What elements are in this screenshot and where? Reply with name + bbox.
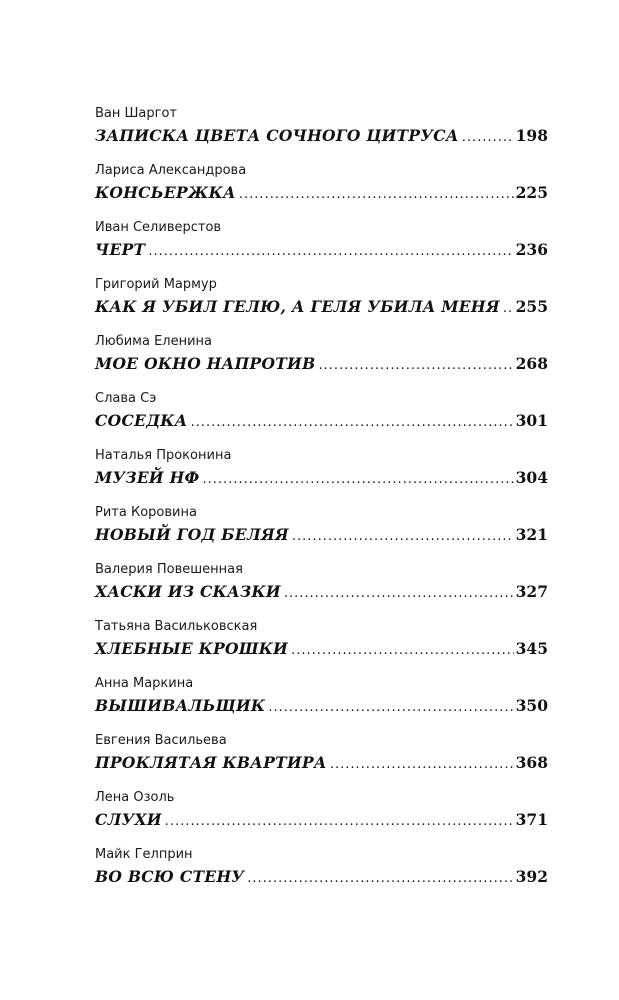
entry-title: СОСЕДКА [95,411,188,430]
entry-title: ВЫШИВАЛЬЩИК [95,696,266,715]
entry-line [95,408,548,434]
dot-leader [148,239,513,265]
entry-page-number: 350 [515,696,548,715]
toc-entry [95,161,548,218]
entry-page-number: 255 [515,297,548,316]
dot-leader [203,467,514,493]
toc-entry [95,446,548,503]
entry-line [95,237,548,263]
dot-leader [284,581,514,607]
toc-entry [95,503,548,560]
entry-line [95,750,548,776]
toc-entry [95,845,548,902]
entry-author: Рита Коровина [95,505,197,520]
entry-page-number: 198 [515,126,548,145]
entry-title: ЗАПИСКА ЦВЕТА СОЧНОГО ЦИТРУСА [95,126,459,145]
toc-entry [95,617,548,674]
entry-line [95,465,548,491]
entry-author: Любима Еленина [95,334,213,349]
entry-author: Лариса Александрова [95,163,247,178]
toc-entry [95,731,548,788]
entry-line [95,864,548,890]
dot-leader [239,182,514,208]
dot-leader [165,809,514,835]
entry-author: Майк Гелприн [95,847,193,862]
entry-title: КАК Я УБИЛ ГЕЛЮ, А ГЕЛЯ УБИЛА МЕНЯ [95,297,500,316]
toc-entry [95,275,548,332]
entry-author: Григорий Мармур [95,277,217,292]
entry-page-number: 301 [515,411,548,430]
entry-author: Анна Маркина [95,676,194,691]
entry-page-number: 304 [515,468,548,487]
toc-entry [95,788,548,845]
entry-author: Иван Селиверстов [95,220,222,235]
entry-line [95,807,548,833]
entry-title: СЛУХИ [95,810,162,829]
toc-entry [95,560,548,617]
entry-title: ХЛЕБНЫЕ КРОШКИ [95,639,289,658]
entry-line [95,579,548,605]
entry-title: МОЕ ОКНО НАПРОТИВ [95,354,316,373]
entry-author: Ван Шаргот [95,106,177,121]
toc-entry [95,104,548,161]
entry-page-number: 368 [515,753,548,772]
entry-title: ЧЕРТ [95,240,146,259]
dot-leader [291,638,514,664]
dot-leader [462,125,514,151]
dot-leader [191,410,514,436]
entry-line [95,294,548,320]
entry-author: Наталья Проконина [95,448,232,463]
entry-page-number: 236 [515,240,548,259]
dot-leader [330,752,514,778]
dot-leader [318,353,513,379]
entry-title: МУЗЕЙ НФ [95,468,200,487]
dot-leader [247,866,513,892]
entry-page-number: 321 [515,525,548,544]
entry-title: ВО ВСЮ СТЕНУ [95,867,245,886]
entry-author: Валерия Повешенная [95,562,243,577]
entry-author: Слава Сэ [95,391,157,406]
entry-author: Евгения Васильева [95,733,227,748]
entry-line [95,351,548,377]
entry-page-number: 268 [515,354,548,373]
dot-leader [292,524,514,550]
entry-page-number: 371 [515,810,548,829]
entry-line [95,693,548,719]
entry-line [95,636,548,662]
toc-entry [95,389,548,446]
entry-page-number: 327 [515,582,548,601]
entry-title: НОВЫЙ ГОД БЕЛЯЯ [95,525,289,544]
toc-entry [95,332,548,389]
entry-author: Татьяна Васильковская [95,619,258,634]
entry-line [95,180,548,206]
entry-author: Лена Озоль [95,790,175,805]
toc-entry [95,218,548,275]
entry-page-number: 392 [515,867,548,886]
table-of-contents [95,104,548,902]
dot-leader [268,695,513,721]
entry-line [95,522,548,548]
dot-leader [503,296,514,322]
entry-page-number: 225 [515,183,548,202]
entry-title: ХАСКИ ИЗ СКАЗКИ [95,582,281,601]
entry-title: ПРОКЛЯТАЯ КВАРТИРА [95,753,327,772]
entry-page-number: 345 [515,639,548,658]
toc-entry [95,674,548,731]
entry-line [95,123,548,149]
entry-title: КОНСЬЕРЖКА [95,183,236,202]
